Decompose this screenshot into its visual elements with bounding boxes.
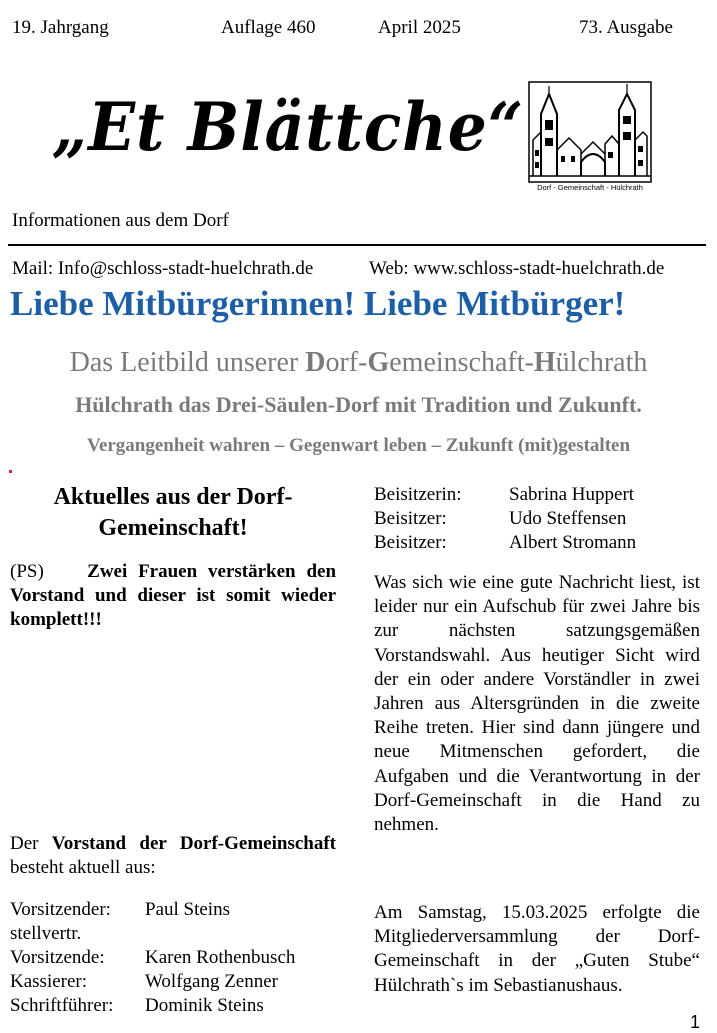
roster-role: Beisitzer:: [374, 532, 447, 553]
volume-label: 19. Jahrgang: [12, 17, 109, 38]
page-number: 1: [690, 1012, 701, 1032]
village-houses-icon: [527, 80, 653, 184]
lead-text: Zwei Frauen verstärken den Vorstand und dieser ist somit wieder komplett!!!: [10, 561, 337, 630]
roster-role: Beisitzerin:: [374, 484, 462, 505]
roster-name: Dominik Steins: [145, 995, 264, 1016]
roster-name: Sabrina Huppert: [509, 484, 635, 505]
header-divider: [8, 244, 706, 246]
roster-name: Karen Rothenbusch: [145, 947, 296, 968]
article-heading: Aktuelles aus der Dorf-Gemeinschaft!: [53, 484, 293, 541]
article-paragraph: Was sich wie eine gute Nachricht liest, ist leider nur ein Aufschub für zwei Jahre bis zur nächsten satzungsgemäßen Vorstandswahl. Aus heutiger Sicht wird der ein oder andere Vorständler in zwei Jahren aus Altersgründen in die zweite Reihe treten. Hier sind dann jüngere und neue Mitmenschen gefordert, die Aufgaben und die Verantwortung in der Dorf-Gemeinschaft in die Hand zu nehmen.: [374, 572, 700, 836]
leitbild-subtitle: Hülchrath das Drei-Säulen-Dorf mit Tradition und Zukunft.: [75, 392, 642, 417]
newsletter-subtitle: Informationen aus dem Dorf: [12, 210, 229, 231]
article-lead: [10, 560, 336, 632]
contact-email[interactable]: Mail: Info@schloss-stadt-huelchrath.de: [12, 258, 314, 279]
marker-dot: [9, 470, 12, 473]
roster-role: Vorsitzender:: [10, 899, 111, 920]
roster-role: Beisitzer:: [374, 508, 447, 529]
leitbild-title: Das Leitbild unserer Dorf-Gemeinschaft-Hülchrath: [69, 347, 648, 378]
circulation-label: Auflage 460: [221, 17, 316, 38]
roster-name: Udo Steffensen: [509, 508, 627, 529]
leitbild-motto: Vergangenheit wahren – Gegenwart leben – Zukunft (mit)gestalten: [86, 435, 631, 456]
roster-role: Kassierer:: [10, 971, 88, 992]
newsletter-title: „Et Blättche“: [52, 88, 524, 166]
board-intro: Der Vorstand der Dorf-Gemeinschaft besteht aktuell aus:: [10, 833, 336, 878]
issue-date: April 2025: [378, 17, 461, 38]
roster-name: Wolfgang Zenner: [145, 971, 278, 992]
greeting-headline: Liebe Mitbürgerinnen! Liebe Mitbürger!: [10, 284, 626, 323]
roster-role: Schriftführer:: [10, 995, 114, 1016]
logo-caption: Dorf - Gemeinschaft - Hülchrath: [537, 183, 643, 192]
roster-role: Vorsitzende:: [10, 947, 105, 968]
contact-website[interactable]: Web: www.schloss-stadt-huelchrath.de: [369, 258, 665, 279]
roster-name: Paul Steins: [145, 899, 230, 920]
article-paragraph: Am Samstag, 15.03.2025 erfolgte die Mitgliederversammlung der Dorf-Gemeinschaft in der „Guten Stube“ Hülchrath`s im Sebastianushaus.: [374, 902, 700, 996]
roster-role: stellvertr.: [10, 923, 82, 944]
issue-number: 73. Ausgabe: [579, 17, 673, 38]
author-tag: (PS): [10, 561, 44, 582]
dorf-gemeinschaft-logo: [527, 80, 653, 196]
roster-name: Albert Stromann: [509, 532, 637, 553]
